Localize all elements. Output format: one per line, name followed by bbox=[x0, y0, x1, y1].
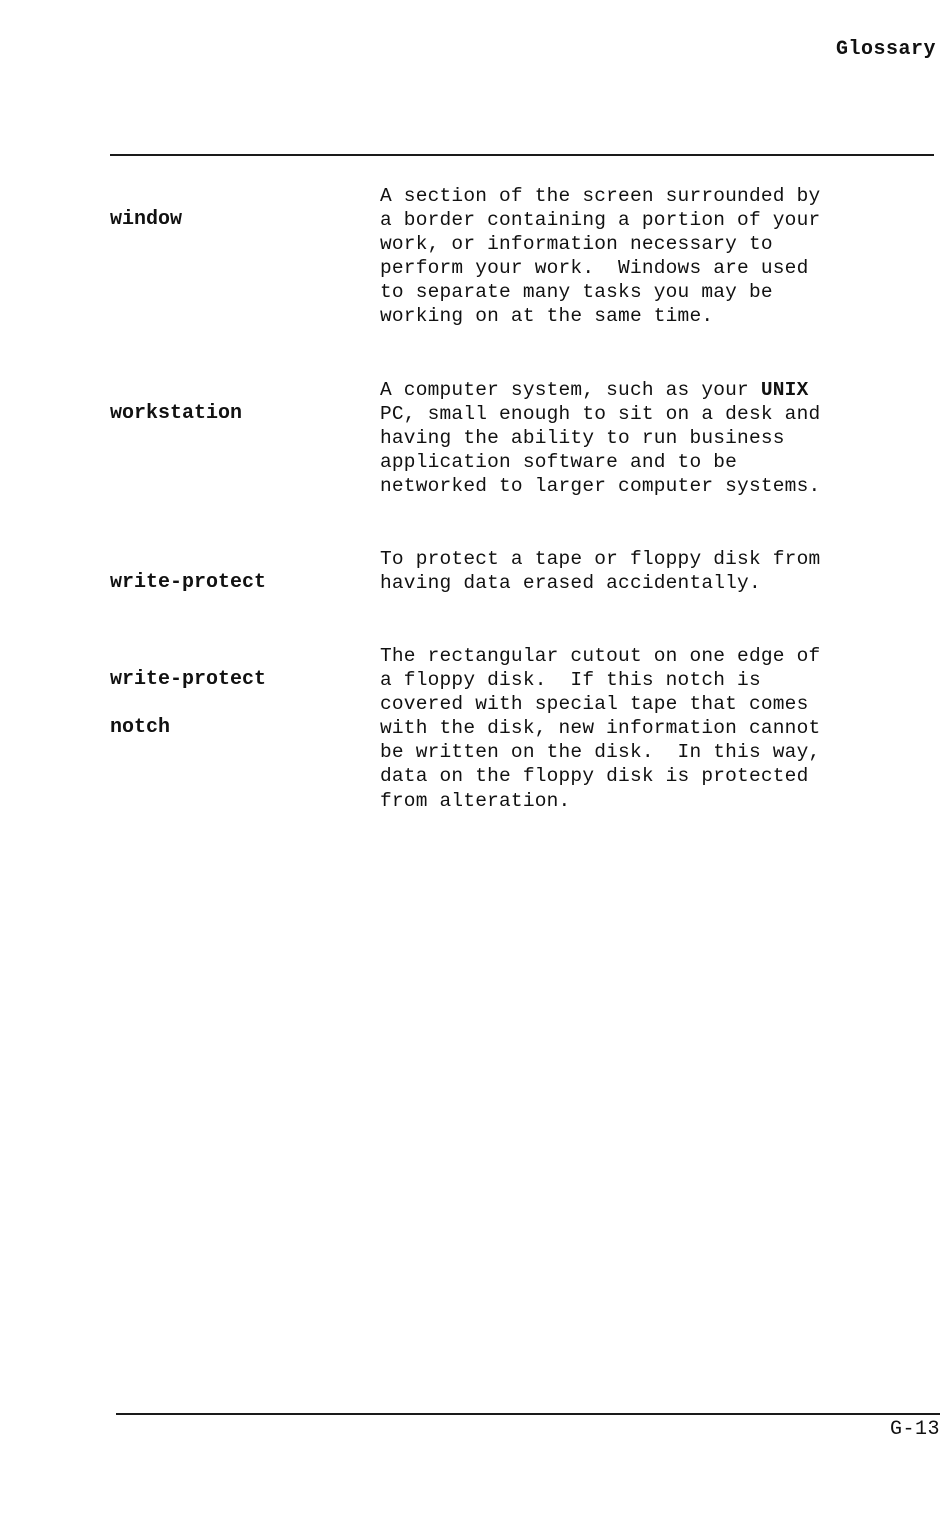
definition-line: covered with special tape that comes bbox=[380, 693, 809, 716]
running-head: Glossary bbox=[835, 38, 936, 61]
term-line: notch bbox=[110, 716, 171, 739]
definition-line: The rectangular cutout on one edge of bbox=[380, 645, 821, 667]
definition-line: A section of the screen surrounded by bbox=[380, 185, 821, 207]
glossary-definition bbox=[380, 644, 940, 813]
definition-line: from alteration. bbox=[380, 789, 571, 812]
bottom-rule bbox=[116, 1413, 940, 1415]
term-line: write-protect bbox=[110, 571, 267, 594]
glossary-definition bbox=[380, 378, 940, 498]
term-line: write-protect bbox=[110, 668, 267, 691]
glossary-term bbox=[110, 547, 360, 619]
definition-line-with-emphasis: A computer system, such as your UNIX bbox=[380, 379, 809, 401]
definition-line: working on at the same time. bbox=[380, 305, 714, 328]
definition-line: be written on the disk. In this way, bbox=[380, 741, 821, 764]
term-line: workstation bbox=[110, 402, 243, 425]
definition-line: a floppy disk. If this notch is bbox=[380, 669, 761, 692]
definition-line: with the disk, new information cannot bbox=[380, 717, 821, 740]
definition-line: To protect a tape or floppy disk from bbox=[380, 548, 821, 570]
term-line: window bbox=[110, 208, 183, 231]
glossary-term bbox=[110, 378, 360, 450]
page-number: G-13 bbox=[889, 1418, 940, 1441]
glossary-term bbox=[110, 644, 360, 764]
emphasis-term: UNIX bbox=[760, 379, 809, 401]
glossary-definition bbox=[380, 547, 940, 595]
glossary-term bbox=[110, 184, 360, 256]
definition-line: data on the floppy disk is protected bbox=[380, 765, 809, 788]
definition-line: having the ability to run business bbox=[380, 427, 785, 450]
definition-line: work, or information necessary to bbox=[380, 233, 773, 256]
definition-line: perform your work. Windows are used bbox=[380, 257, 809, 280]
top-rule bbox=[110, 154, 934, 156]
definition-line: PC, small enough to sit on a desk and bbox=[380, 403, 821, 426]
definition-line: to separate many tasks you may be bbox=[380, 281, 773, 304]
definition-line: a border containing a portion of your bbox=[380, 209, 821, 232]
definition-line: application software and to be bbox=[380, 451, 738, 474]
definition-line: having data erased accidentally. bbox=[380, 572, 761, 595]
definition-line: networked to larger computer systems. bbox=[380, 475, 821, 498]
glossary-definition bbox=[380, 184, 940, 329]
